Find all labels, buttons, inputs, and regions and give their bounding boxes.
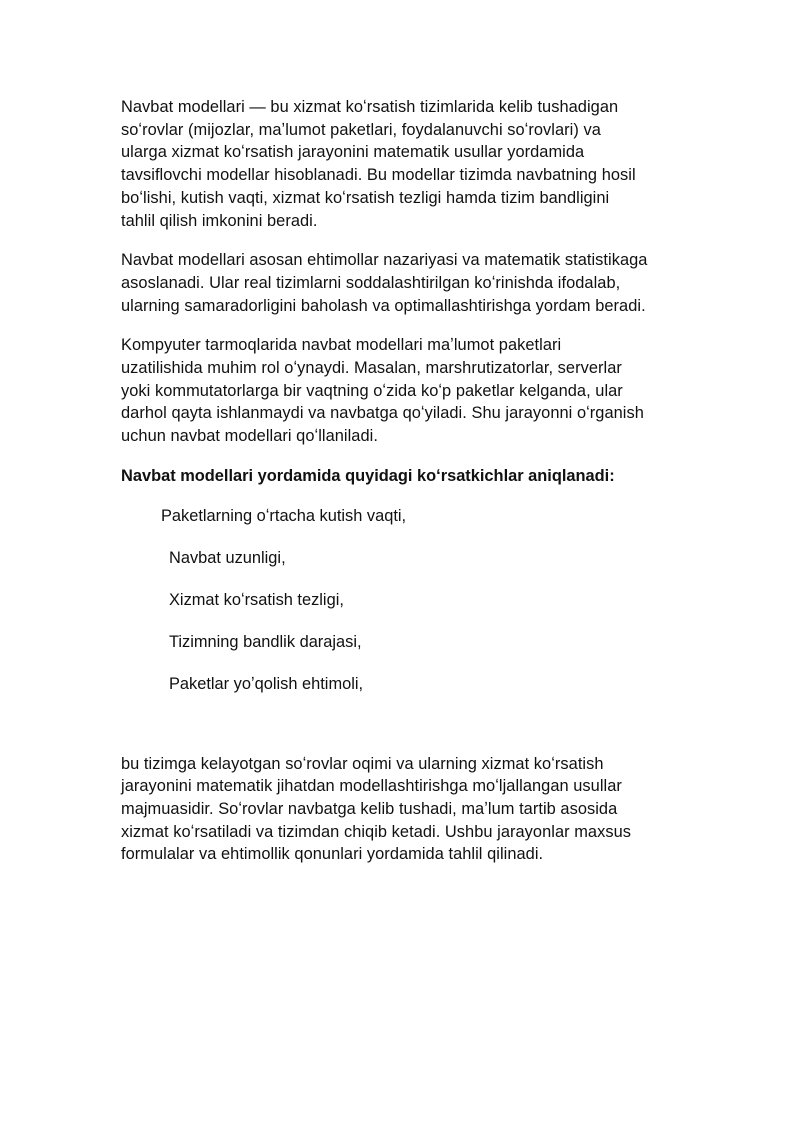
list-item: Paketlar yoʼqolish ehtimoli, xyxy=(169,674,364,693)
paragraph-networks: Kompyuter tarmoqlarida navbat modellari maʼlumot paketlari uzatilishida muhim rol oʻynaydi. Masalan, marshrutizatorlar, serverlar yoki kommutatorlarga bir vaqtning oʻzida koʻp paketlar kelganda, ular darhol qayta ishlanmaydi va navbatga qoʻyiladi. Shu jarayonni oʻrganish uchun navbat modellari qoʻllaniladi. xyxy=(121,336,644,446)
blank-space xyxy=(121,715,681,753)
paragraph-definition: Navbat modellari — bu xizmat koʻrsatish tizimlarida kelib tushadigan soʻrovlar (mijozlar, maʼlumot paketlari, foydalanuvchi soʻrovlari) va ularga xizmat koʻrsatish jarayonini matematik usullar yordamida tavsiflovchi modellar hisoblanadi. Bu modellar tizimda navbatning hosil boʻlishi, kutish vaqti, xizmat koʻrsatish tezligi hamda tizim bandligini tahlil qilish imkonini beradi. xyxy=(121,98,636,230)
list-item: Tizimning bandlik darajasi, xyxy=(169,632,362,651)
list-item: Navbat uzunligi, xyxy=(169,548,286,567)
paragraph-theory: Navbat modellari asosan ehtimollar nazariyasi va matematik statistikaga asoslanadi. Ular real tizimlarni soddalashtirilgan koʻrinishda ifodalab, ularning samaradorligini baholash va optimallashtirishga yordam beradi. xyxy=(121,251,648,315)
indicator-list xyxy=(121,505,681,696)
section-heading: Navbat modellari yordamida quyidagi koʻrsatkichlar aniqlanadi: xyxy=(121,466,615,485)
paragraph-closing: bu tizimga kelayotgan soʻrovlar oqimi va ularning xizmat koʻrsatish jarayonini matematik jihatdan modellashtirishga moʻljallangan usullar majmuasidir. Soʻrovlar navbatga kelib tushadi, maʼlum tartib asosida xizmat koʻrsatiladi va tizimdan chiqib ketadi. Ushbu jarayonlar maxsus formulalar va ehtimollik qonunlari yordamida tahlil qilinadi. xyxy=(121,754,632,864)
list-item: Xizmat koʻrsatish tezligi, xyxy=(169,590,344,609)
list-item: Paketlarning oʻrtacha kutish vaqti, xyxy=(161,506,407,525)
document-page xyxy=(121,96,681,883)
